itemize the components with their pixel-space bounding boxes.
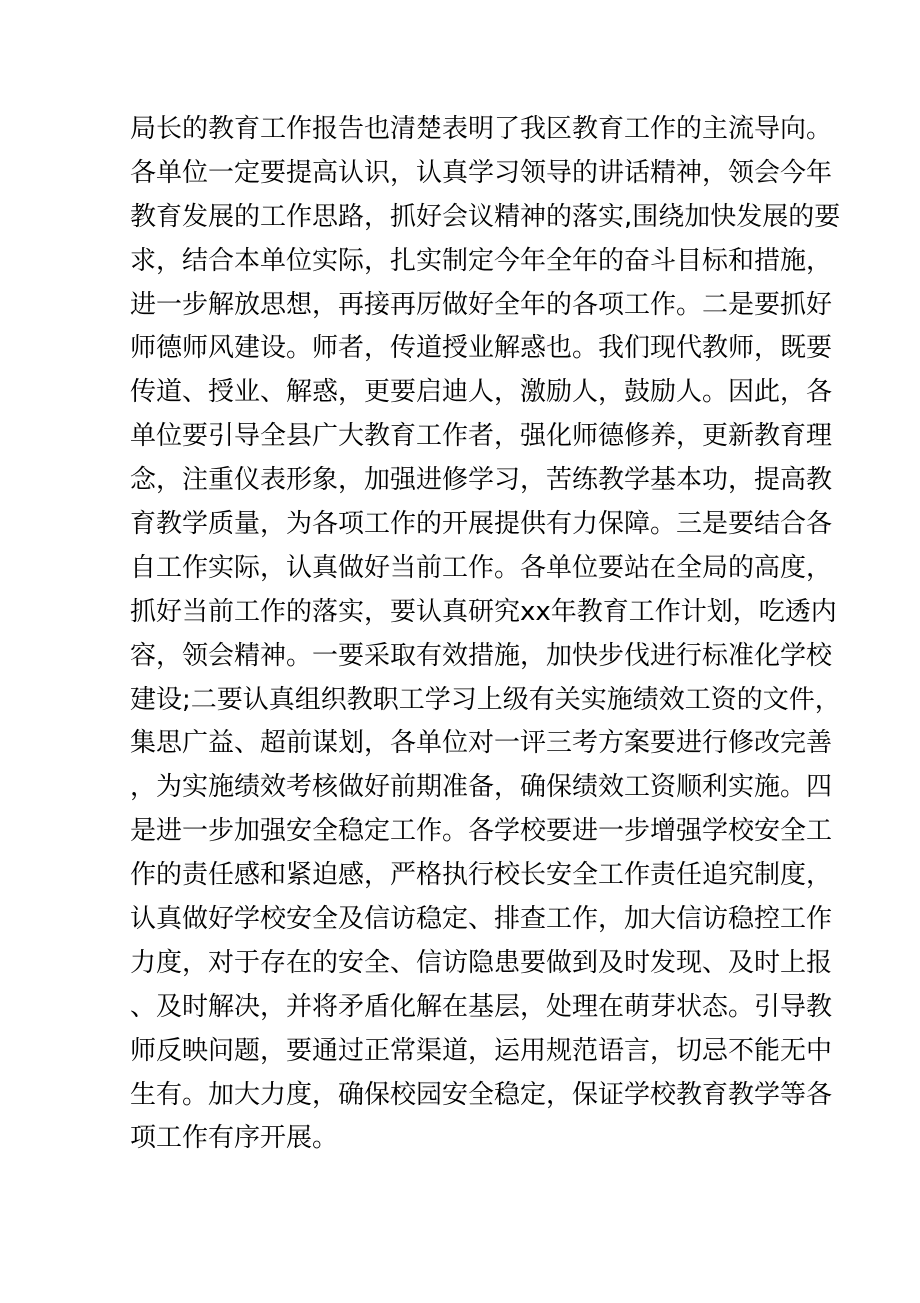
body-paragraph xyxy=(130,108,841,1161)
text-line: 局长的教育工作报告也清楚表明了我区教育工作的主流导向。 xyxy=(130,114,833,144)
text-line: 容，领会精神。一要采取有效措施，加快步伐进行标准化学校 xyxy=(130,640,833,671)
text-line: 认真做好学校安全及信访稳定、排查工作，加大信访稳控工作 xyxy=(130,904,833,935)
text-line: 教育发展的工作思路，抓好会议精神的落实,围绕加快发展的要 xyxy=(130,201,841,232)
text-line: 集思广益、超前谋划，各单位对一评三考方案要进行修改完善 xyxy=(130,728,833,759)
text-line: 生有。加大力度，确保校园安全稳定，保证学校教育教学等各 xyxy=(130,1079,833,1110)
text-line: 项工作有序开展。 xyxy=(130,1123,339,1154)
text-line: 求，结合本单位实际，扎实制定今年全年的奋斗目标和措施， xyxy=(130,245,833,276)
text-line: 念，注重仪表形象，加强进修学习，苦练教学基本功，提高教 xyxy=(130,465,833,496)
text-line: 传道、授业、解惑，更要启迪人，激励人，鼓励人。因此，各 xyxy=(130,377,833,408)
text-line: 抓好当前工作的落实，要认真研究xx年教育工作计划，吃透内 xyxy=(130,596,837,627)
text-line: 建设;二要认真组织教职工学习上级有关实施绩效工资的文件， xyxy=(130,684,841,715)
text-line: 自工作实际，认真做好当前工作。各单位要站在全局的高度， xyxy=(130,552,833,583)
text-line: 单位要引导全县广大教育工作者，强化师德修养，更新教育理 xyxy=(130,421,833,452)
text-line: 各单位一定要提高认识，认真学习领导的讲话精神，领会今年 xyxy=(130,157,833,188)
text-line: 师反映问题，要通过正常渠道，运用规范语言，切忌不能无中 xyxy=(130,1035,833,1066)
text-line: 是进一步加强安全稳定工作。各学校要进一步增强学校安全工 xyxy=(130,816,833,847)
text-line: 力度，对于存在的安全、信访隐患要做到及时发现、及时上报 xyxy=(130,947,833,978)
text-line: 进一步解放思想，再接再厉做好全年的各项工作。二是要抓好 xyxy=(130,289,833,320)
text-line: 作的责任感和紧迫感，严格执行校长安全工作责任追究制度， xyxy=(130,860,833,891)
text-line: 、及时解决，并将矛盾化解在基层，处理在萌芽状态。引导教 xyxy=(130,991,833,1022)
text-line: 育教学质量，为各项工作的开展提供有力保障。三是要结合各 xyxy=(130,509,833,540)
text-line: 师德师风建设。师者，传道授业解惑也。我们现代教师，既要 xyxy=(130,333,833,364)
text-line: ，为实施绩效考核做好前期准备，确保绩效工资顺利实施。四 xyxy=(130,772,833,803)
